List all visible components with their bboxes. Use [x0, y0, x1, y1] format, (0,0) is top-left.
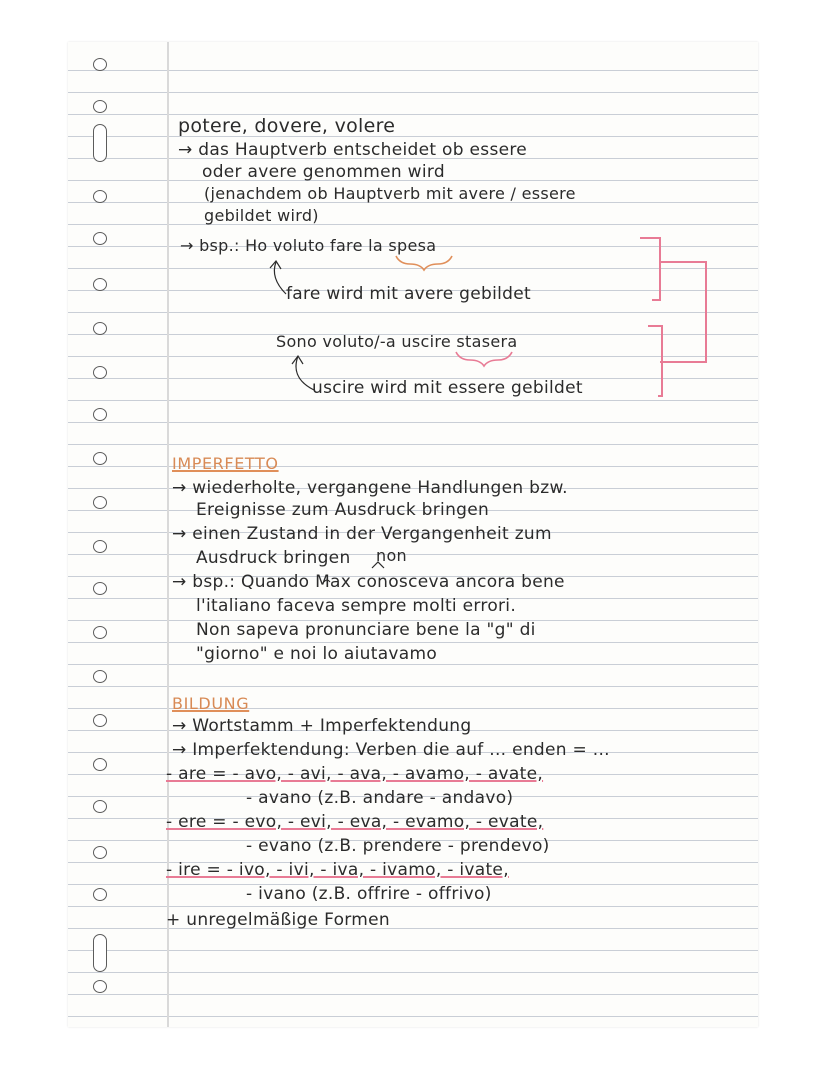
right-bracket	[660, 262, 706, 362]
are-endings-line: - are = - avo, - avi, - ava, - avamo, - avate,	[166, 764, 544, 784]
ire-endings-line: - ivano (z.B. offrire - offrivo)	[246, 884, 492, 904]
insert-caret	[324, 580, 330, 582]
imperfetto-use-line: → einen Zustand in der Vergangenheit zum	[172, 524, 552, 544]
modal-rule-line: oder avere genommen wird	[202, 162, 445, 182]
imperfetto-use-line: → wiederholte, vergangene Handlungen bzw.	[172, 478, 568, 498]
ere-endings-line: - ere = - evo, - evi, - eva, - evamo, - evate,	[166, 812, 544, 832]
bildung-rule-line: → Imperfektendung: Verben die auf ... enden = ...	[172, 740, 610, 760]
ere-endings-line: - evano (z.B. prendere - prendevo)	[246, 836, 550, 856]
example-prefix: Sono voluto/-a	[276, 332, 402, 351]
bildung-rule-line: → Wortstamm + Imperfektendung	[172, 716, 472, 736]
brace-under-fare	[396, 256, 452, 270]
example-prefix: → bsp.: Ho voluto	[180, 236, 331, 255]
modal-rule-line: gebildet wird)	[204, 206, 319, 225]
example-rest: la spesa	[362, 236, 437, 255]
example-verb: uscire	[401, 332, 452, 351]
imperfetto-use-line: Ausdruck bringen	[196, 548, 351, 568]
inserted-word: non	[376, 546, 407, 565]
bildung-heading: BILDUNG	[172, 694, 250, 713]
modal-rule-line: (jenachdem ob Hauptverb mit avere / essere	[204, 184, 576, 203]
example-note: fare wird mit avere gebildet	[286, 284, 531, 304]
right-bracket	[640, 238, 660, 300]
imperfetto-example-line: l'italiano faceva sempre molti errori.	[196, 596, 517, 616]
example-rest: stasera	[451, 332, 518, 351]
modal-rule-line: → das Hauptverb entscheidet ob essere	[178, 140, 528, 160]
example-note: uscire wird mit essere gebildet	[312, 378, 583, 398]
right-bracket	[648, 326, 662, 396]
imperfetto-example-line: → bsp.: Quando Max conosceva ancora bene	[172, 572, 565, 592]
arrow-to-note-2	[296, 356, 314, 390]
arrow-tip	[292, 356, 303, 364]
insert-caret	[372, 562, 384, 568]
imperfetto-example-line: "giorno" e noi lo aiutavamo	[196, 644, 438, 664]
imperfetto-heading: IMPERFETTO	[172, 454, 279, 473]
brace-under-uscire	[456, 352, 512, 366]
ire-endings-line: - ire = - ivo, - ivi, - iva, - ivamo, - ivate,	[166, 860, 509, 880]
example-verb: fare	[330, 236, 363, 255]
imperfetto-use-line: Ereignisse zum Ausdruck bringen	[196, 500, 490, 520]
modal-verbs-title: potere, dovere, volere	[178, 115, 396, 137]
are-endings-line: - avano (z.B. andare - andavo)	[246, 788, 514, 808]
irregular-forms-line: + unregelmäßige Formen	[166, 910, 390, 930]
imperfetto-example-line: Non sapeva pronunciare bene la "g" di	[196, 620, 536, 640]
